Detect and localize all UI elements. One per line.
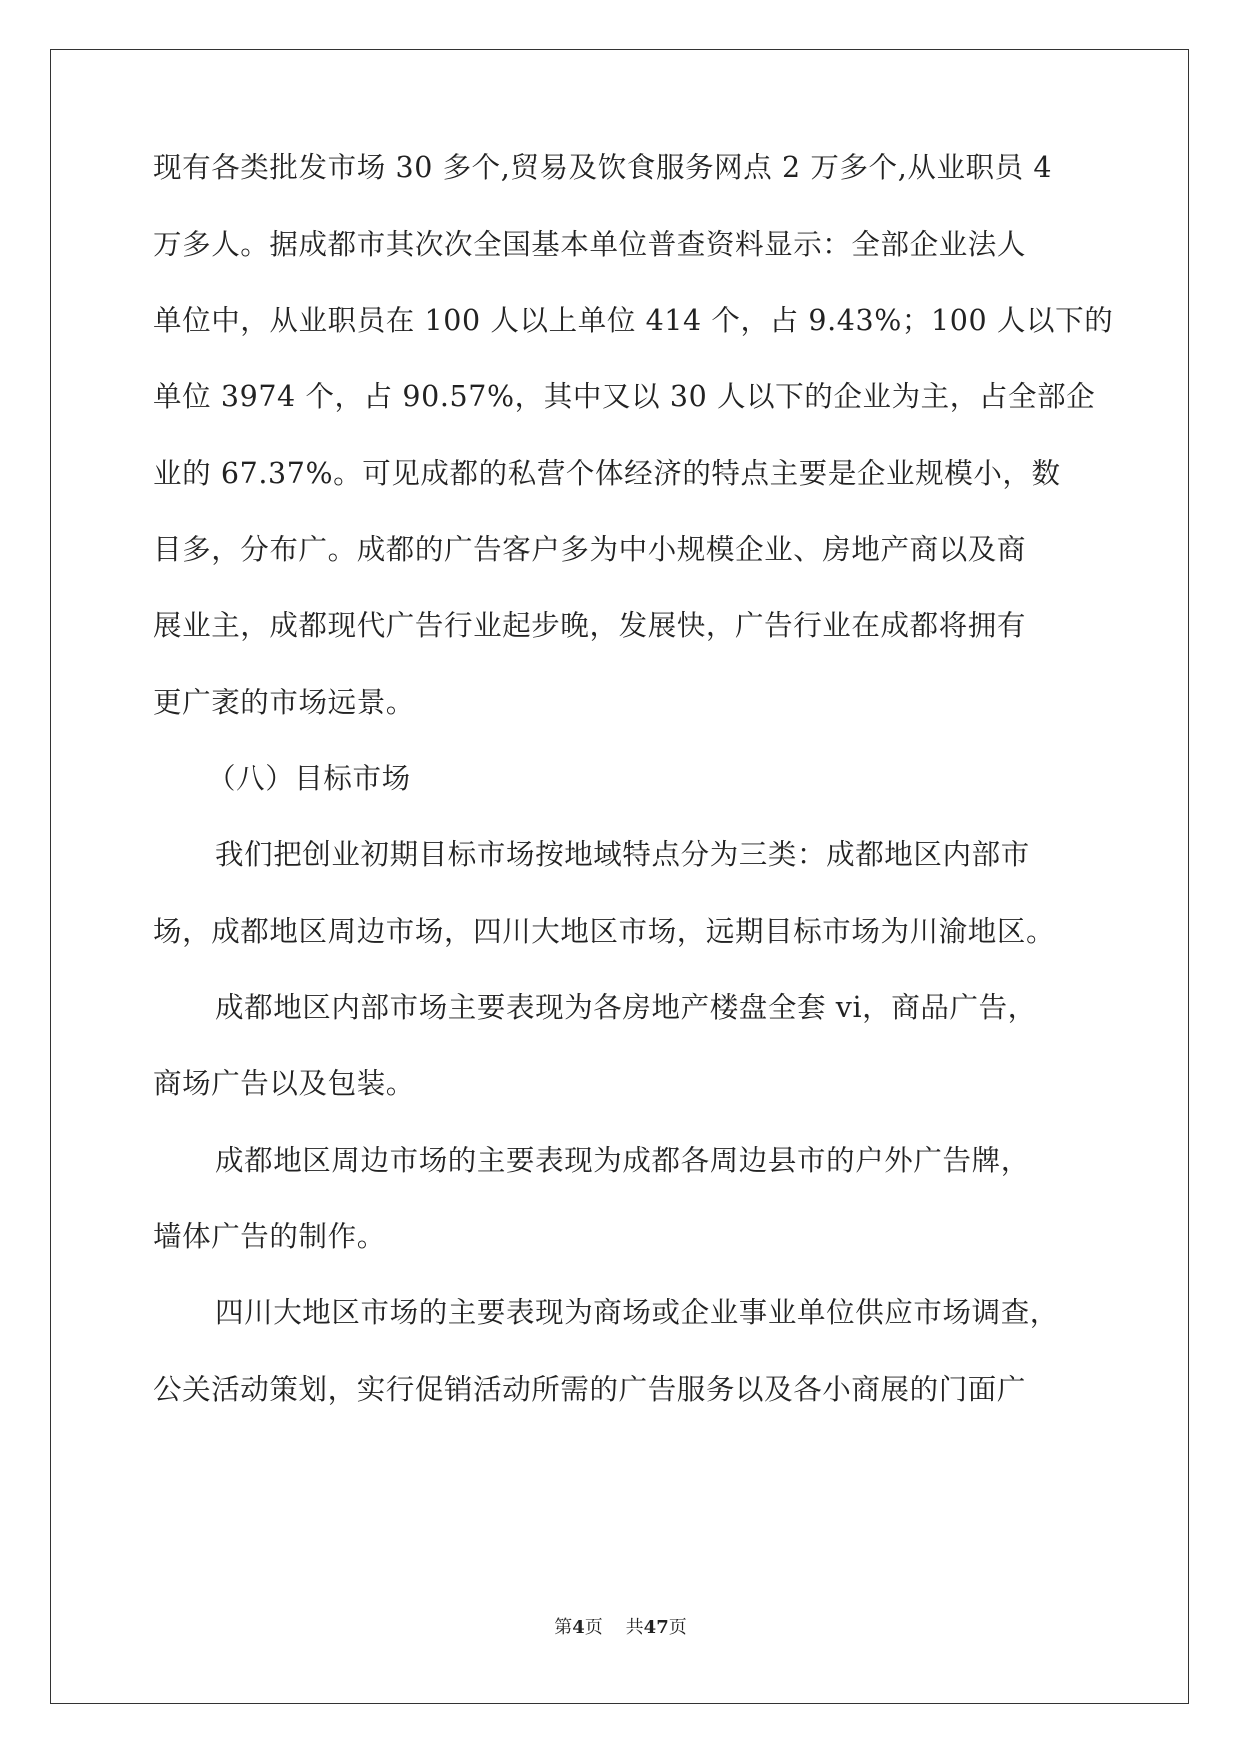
- total-page-count: 47: [643, 1617, 669, 1638]
- text-line: 展业主，成都现代广告行业起步晚，发展快，广告行业在成都将拥有: [153, 609, 1027, 642]
- current-page-number: 4: [572, 1617, 585, 1638]
- text-line: 现有各类批发市场 30 多个,贸易及饮食服务网点 2 万多个,从业职员 4: [153, 151, 1053, 184]
- text-line: 成都地区内部市场主要表现为各房地产楼盘全套 vi，商品广告，: [215, 991, 1037, 1024]
- footer-prefix: 第: [554, 1617, 573, 1638]
- text-line: 万多人。据成都市其次次全国基本单位普查资料显示：全部企业法人: [153, 228, 1027, 261]
- text-line: 商场广告以及包装。: [153, 1067, 415, 1100]
- text-line: 业的 67.37%。可见成都的私营个体经济的特点主要是企业规模小，数: [153, 457, 1061, 490]
- text-line: 四川大地区市场的主要表现为商场或企业事业单位供应市场调查，: [215, 1296, 1059, 1329]
- footer-total-suffix: 页: [668, 1617, 687, 1638]
- footer-page-suffix: 页: [584, 1617, 603, 1638]
- page-footer: [0, 1616, 1241, 1640]
- text-line: 公关活动策划，实行促销活动所需的广告服务以及各小商展的门面广: [153, 1373, 1027, 1406]
- text-line: 我们把创业初期目标市场按地域特点分为三类：成都地区内部市: [215, 838, 1030, 871]
- text-line: 单位中，从业职员在 100 人以上单位 414 个，占 9.43%；100 人以下的: [153, 304, 1114, 337]
- text-line: 墙体广告的制作。: [153, 1220, 386, 1253]
- footer-total-prefix: 共: [625, 1617, 644, 1638]
- section-heading: （八）目标市场: [207, 762, 411, 795]
- text-line: 单位 3974 个，占 90.57%，其中又以 30 人以下的企业为主，占全部企: [153, 380, 1096, 413]
- text-line: 场，成都地区周边市场，四川大地区市场，远期目标市场为川渝地区。: [153, 915, 1056, 948]
- text-line: 目多，分布广。成都的广告客户多为中小规模企业、房地产商以及商: [153, 533, 1027, 566]
- text-line: 更广袤的市场远景。: [153, 686, 415, 719]
- text-line: 成都地区周边市场的主要表现为成都各周边县市的户外广告牌，: [215, 1144, 1030, 1177]
- page-border: [50, 49, 1189, 1704]
